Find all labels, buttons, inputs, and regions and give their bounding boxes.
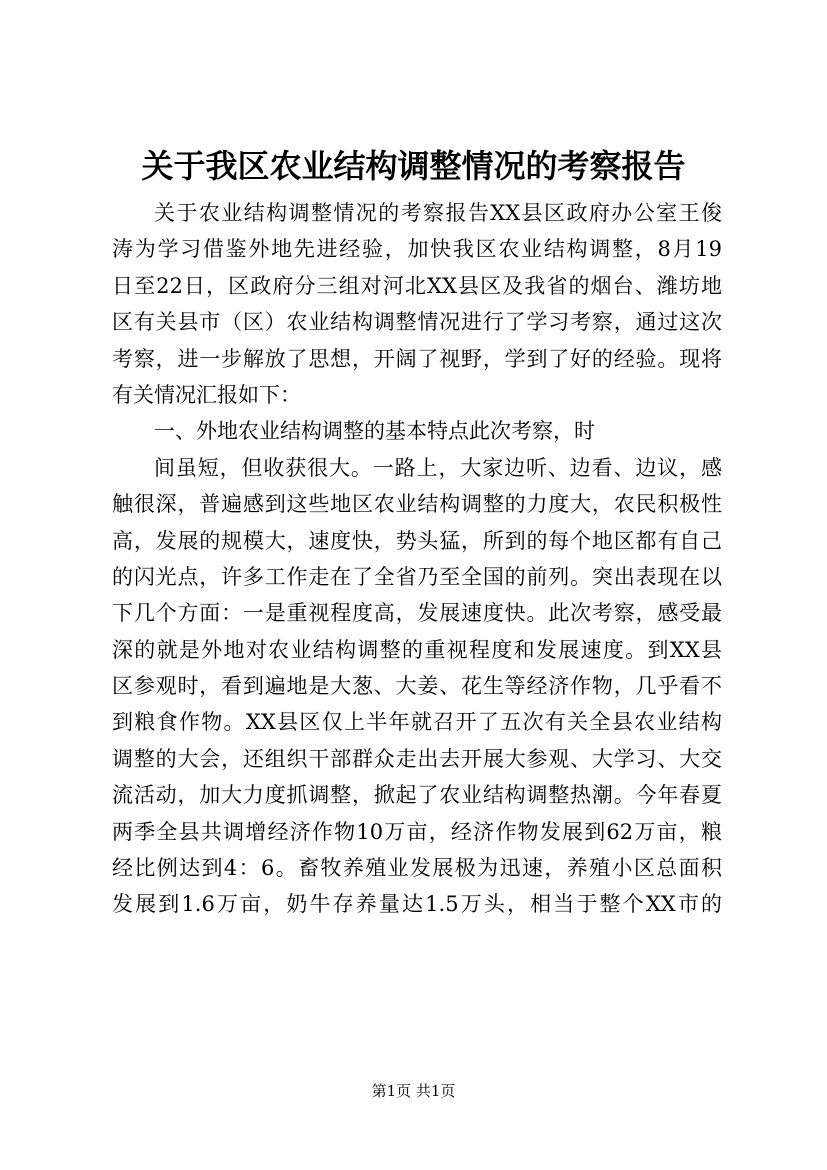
paragraph-line: 下几个方面：一是重视程度高，发展速度快。此次考察，感受最 xyxy=(112,601,722,626)
paragraph-line: 调整的大会，还组织干部群众走出去开展大参观、大学习、大交 xyxy=(112,746,722,771)
document-title: 关于我区农业结构调整情况的考察报告 xyxy=(141,147,686,185)
paragraph-line: 考察，进一步解放了思想，开阔了视野，学到了好的经验。现将 xyxy=(112,346,722,371)
paragraph-line: 的闪光点，许多工作走在了全省乃至全国的前列。突出表现在以 xyxy=(112,564,722,589)
paragraph-line: 有关情况汇报如下： xyxy=(112,382,301,407)
paragraph-line: 区参观时，看到遍地是大葱、大姜、花生等经济作物，几乎看不 xyxy=(112,674,722,699)
paragraph-line: 流活动，加大力度抓调整，掀起了农业结构调整热潮。今年春夏 xyxy=(112,783,722,808)
page-number-footer: 第1页 共1页 xyxy=(371,1082,456,1100)
paragraph-line: 区有关县市（区）农业结构调整情况进行了学习考察，通过这次 xyxy=(112,310,722,335)
paragraph-line: 深的就是外地对农业结构调整的重视程度和发展速度。到XX县 xyxy=(112,637,722,662)
document-body xyxy=(112,195,722,923)
paragraph-line: 高，发展的规模大，速度快，势头猛，所到的每个地区都有自己 xyxy=(112,528,722,553)
paragraph-line: 到粮食作物。XX县区仅上半年就召开了五次有关全县农业结构 xyxy=(112,710,722,735)
paragraph-line: 经比例达到4：6。畜牧养殖业发展极为迅速，养殖小区总面积 xyxy=(112,856,722,881)
paragraph-line: 触很深，普遍感到这些地区农业结构调整的力度大，农民积极性 xyxy=(112,492,722,517)
paragraph-line: 发展到1.6万亩，奶牛存养量达1.5万头，相当于整个XX市的 xyxy=(112,892,722,917)
paragraph-line: 两季全县共调增经济作物10万亩，经济作物发展到62万亩，粮 xyxy=(112,819,722,844)
paragraph-line: 间虽短，但收获很大。一路上，大家边听、边看、边议，感 xyxy=(154,455,722,480)
paragraph-line: 涛为学习借鉴外地先进经验，加快我区农业结构调整，8月19 xyxy=(112,237,722,262)
paragraph-line: 关于农业结构调整情况的考察报告XX县区政府办公室王俊 xyxy=(154,201,722,225)
paragraph-line: 日至22日，区政府分三组对河北XX县区及我省的烟台、潍坊地 xyxy=(112,273,722,298)
section-heading-line: 一、外地农业结构调整的基本特点此次考察，时 xyxy=(154,419,595,444)
